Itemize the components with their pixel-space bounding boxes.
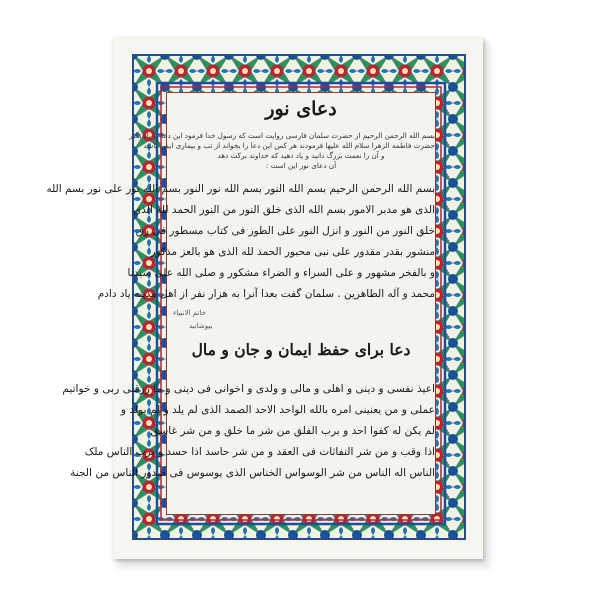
nur-verse-line: محمد و آله الطاهرین . سلمان گفت بعدا آنرا به هزار نفر از اهل مدینه یاد دادم <box>97 288 435 300</box>
protection-line: لم یکن له کفوا احد و برب الفلق من شر ما خلق و من شر غاسق <box>150 425 435 437</box>
nur-verse-line: الذی هو مدبر الامور بسم الله الذی خلق النور من النور الحمد لله الذی <box>133 204 435 216</box>
protection-line: الناس اله الناس من شر الوسواس الخناس الذی یوسوس فی صدور الناس من الجنة <box>70 467 435 479</box>
text-panel <box>46 92 436 515</box>
protection-line: اذا وقب و من شر النفاثات فی العقد و من شر حاسد اذا حسد و برب الناس ملک <box>84 446 435 458</box>
nur-verse-line: بسم الله الرحمن الرحیم بسم الله النور بسم الله نور النور بسم الله نور علی نور بسم الله <box>46 183 435 195</box>
protection-line: اعیذ نفسی و دینی و اهلی و مالی و ولدی و اخوانی فی دینی و ما رزقنی ربی و خواتیم <box>62 383 435 395</box>
small-note: بپوشانید <box>189 322 213 330</box>
protection-line: عملی و من یعنینی امره بالله الواحد الاحد الصمد الذی لم یلد و لم یولد و <box>120 404 435 416</box>
subtitle: دعا برای حفظ ایمان و جان و مال <box>191 340 411 359</box>
nur-verse-line: و بالفخر مشهور و علی السراء و الضراء مشکور و صلی الله علی سیدنا <box>127 267 435 279</box>
intro-line: حضرت فاطمه الزهرا سلام الله علیها فرمودند هر کس این دعا را بخواند از تب و بیماری ایمن باشد <box>143 141 435 150</box>
nur-verse-line: خلق النور من النور و انزل النور علی الطور فی کتاب مسطور فی رق <box>135 225 435 237</box>
intro-line: بسم الله الرحمن الرحیم از حضرت سلمان فارسی روایت است که رسول خدا فرمود این دعا را یاد بگیر <box>129 131 435 140</box>
small-note: خاتم الانبیاء <box>173 309 206 317</box>
prayer-title: دعای نور <box>265 98 337 120</box>
intro-line: آن دعای نور این است : <box>265 161 337 170</box>
intro-line: و آن را نعمت بزرگ دانید و یاد دهید که خداوند برکت دهد <box>217 151 385 160</box>
nur-verse-line: منشور بقدر مقدور علی نبی محبور الحمد لله الذی هو بالعز مذکور <box>150 246 435 258</box>
